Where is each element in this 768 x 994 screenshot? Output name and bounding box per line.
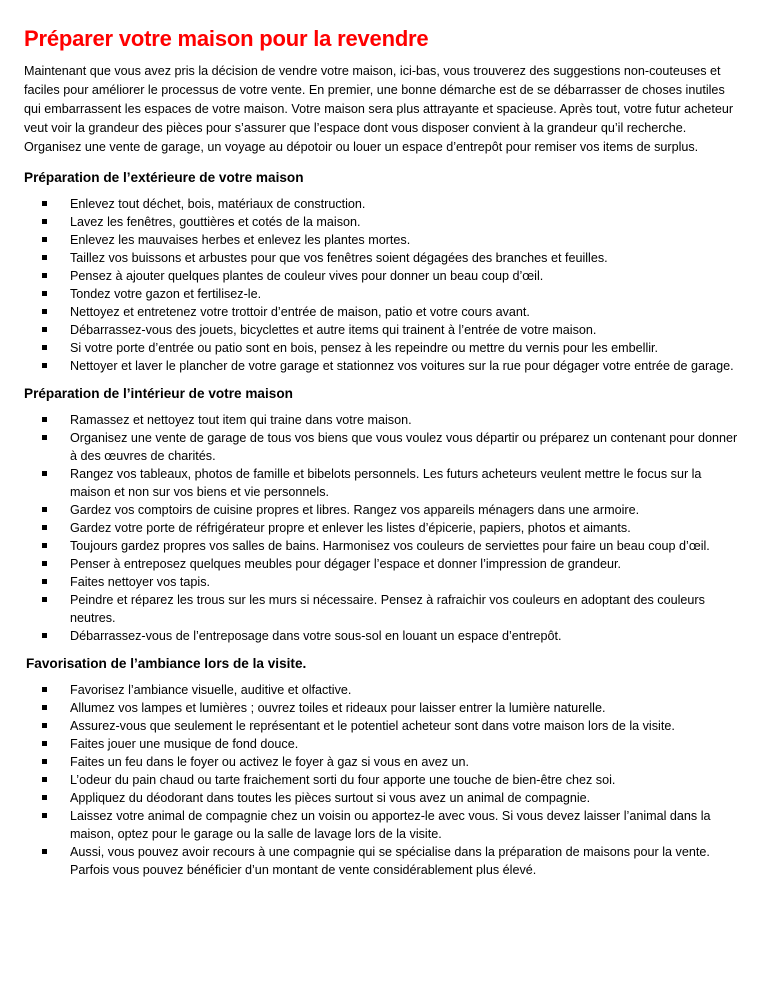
list-item: Si votre porte d’entrée ou patio sont en bois, pensez à les repeindre ou mettre du vernis pour les embellir.	[24, 339, 738, 357]
list-item: Pensez à ajouter quelques plantes de couleur vives pour donner un beau coup d’œil.	[24, 267, 738, 285]
list-item: Faites un feu dans le foyer ou activez le foyer à gaz si vous en avez un.	[24, 753, 738, 771]
list-item: Débarrassez-vous des jouets, bicyclettes et autre items qui trainent à l’entrée de votre maison.	[24, 321, 738, 339]
list-item: Enlevez les mauvaises herbes et enlevez les plantes mortes.	[24, 231, 738, 249]
list-item: Peindre et réparez les trous sur les murs si nécessaire. Pensez à rafraichir vos couleurs en adoptant des couleurs neutres.	[24, 591, 738, 627]
list-item: Allumez vos lampes et lumières ; ouvrez toiles et rideaux pour laisser entrer la lumière naturelle.	[24, 699, 738, 717]
section-interior	[24, 385, 738, 645]
section-heading: Préparation de l’extérieure de votre maison	[24, 170, 304, 185]
section-heading: Favorisation de l’ambiance lors de la visite.	[26, 656, 307, 671]
document-title: Préparer votre maison pour la revendre	[24, 26, 429, 51]
list-item: Lavez les fenêtres, gouttières et cotés de la maison.	[24, 213, 738, 231]
list-item: Débarrassez-vous de l’entreposage dans votre sous-sol en louant un espace d’entrepôt.	[24, 627, 738, 645]
section-ambiance	[24, 655, 738, 879]
list-item: L’odeur du pain chaud ou tarte fraichement sorti du four apporte une touche de bien-être chez soi.	[24, 771, 738, 789]
list-item: Penser à entreposez quelques meubles pour dégager l’espace et donner l’impression de grandeur.	[24, 555, 738, 573]
bullet-list	[24, 681, 738, 879]
list-item: Enlevez tout déchet, bois, matériaux de construction.	[24, 195, 738, 213]
list-item: Gardez vos comptoirs de cuisine propres et libres. Rangez vos appareils ménagers dans une armoire.	[24, 501, 738, 519]
list-item: Faites nettoyer vos tapis.	[24, 573, 738, 591]
list-item: Assurez-vous que seulement le représentant et le potentiel acheteur sont dans votre maison lors de la visite.	[24, 717, 738, 735]
list-item: Laissez votre animal de compagnie chez un voisin ou apportez-le avec vous. Si vous devez laisser l’animal dans la maison, optez pour le garage ou la salle de lavage lors de la visite.	[24, 807, 738, 843]
bullet-list	[24, 411, 738, 645]
section-heading: Préparation de l’intérieur de votre maison	[24, 386, 293, 401]
list-item: Nettoyez et entretenez votre trottoir d’entrée de maison, patio et votre cours avant.	[24, 303, 738, 321]
list-item: Appliquez du déodorant dans toutes les pièces surtout si vous avez un animal de compagnie.	[24, 789, 738, 807]
list-item: Aussi, vous pouvez avoir recours à une compagnie qui se spécialise dans la préparation de maisons pour la vente. Parfois vous pouvez bénéficier d’un montant de vente considérablement plus élevé.	[24, 843, 738, 879]
intro-paragraph: Maintenant que vous avez pris la décision de vendre votre maison, ici-bas, vous trouverez des suggestions non-couteuses et faciles pour améliorer le processus de votre vente. En premier, une bonne démarche est de se débarrasser de choses inutiles qui embarrassent les espaces de votre maison. Votre maison sera plus attrayante et spacieuse. Après tout, votre futur acheteur veut voir la grandeur des pièces pour s’assurer que l’espace dont vous disposer convient à la grandeur qu’il recherche. Organisez une vente de garage, un voyage au dépotoir ou louer un espace d’entrepôt pour remiser vos items de surplus.	[24, 64, 734, 154]
list-item: Ramassez et nettoyez tout item qui traine dans votre maison.	[24, 411, 738, 429]
list-item: Gardez votre porte de réfrigérateur propre et enlever les listes d’épicerie, papiers, photos et aimants.	[24, 519, 738, 537]
section-exterior	[24, 169, 738, 375]
list-item: Taillez vos buissons et arbustes pour que vos fenêtres soient dégagées des branches et feuilles.	[24, 249, 738, 267]
bullet-list	[24, 195, 738, 375]
list-item: Rangez vos tableaux, photos de famille et bibelots personnels. Les futurs acheteurs veulent mettre le focus sur la maison et non sur vos biens et vie personnels.	[24, 465, 738, 501]
list-item: Favorisez l’ambiance visuelle, auditive et olfactive.	[24, 681, 738, 699]
list-item: Tondez votre gazon et fertilisez-le.	[24, 285, 738, 303]
list-item: Toujours gardez propres vos salles de bains. Harmonisez vos couleurs de serviettes pour faire un beau coup d’œil.	[24, 537, 738, 555]
list-item: Organisez une vente de garage de tous vos biens que vous voulez vous départir ou préparez un contenant pour donner à des œuvres de charités.	[24, 429, 738, 465]
list-item: Faites jouer une musique de fond douce.	[24, 735, 738, 753]
list-item: Nettoyer et laver le plancher de votre garage et stationnez vos voitures sur la rue pour dégager votre entrée de garage.	[24, 357, 738, 375]
